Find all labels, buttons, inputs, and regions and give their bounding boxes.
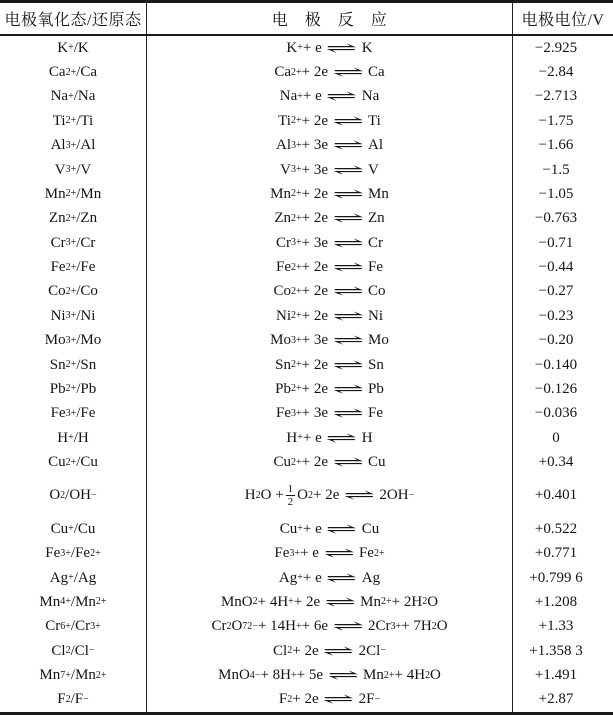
fraction: $\frac{1}{2}$ bbox=[287, 482, 294, 509]
potential-cell: −0.23 bbox=[538, 307, 574, 324]
reaction-cell: F 2 + 2e ⇌ 2F − bbox=[147, 688, 513, 712]
couple-cell: Ca 2+ /Ca bbox=[0, 60, 147, 84]
equilibrium-arrow-icon: ⇌ bbox=[332, 357, 364, 374]
table-row bbox=[0, 60, 613, 84]
table-row bbox=[0, 688, 613, 712]
table-row bbox=[0, 255, 613, 279]
table-rows bbox=[0, 36, 613, 712]
couple-cell: Fe 3+ /Fe 2+ bbox=[0, 542, 147, 566]
equilibrium-arrow-icon: ⇌ bbox=[326, 570, 358, 587]
table-row bbox=[0, 663, 613, 687]
couple-cell: Sn 2+ /Sn bbox=[0, 353, 147, 377]
couple-cell: Cu + /Cu bbox=[0, 517, 147, 541]
potential-cell: +1.491 bbox=[534, 667, 578, 684]
table-row bbox=[0, 231, 613, 255]
reaction-cell: H + + e ⇌ H bbox=[147, 426, 513, 450]
reaction-cell: Cl 2 + 2e ⇌ 2Cl − bbox=[147, 639, 513, 663]
reaction-cell: Pb 2+ + 2e ⇌ Pb bbox=[147, 377, 513, 401]
table-row bbox=[0, 639, 613, 663]
reaction-cell: Ti 2+ + 2e ⇌ Ti bbox=[147, 109, 513, 133]
equilibrium-arrow-icon: ⇌ bbox=[326, 521, 358, 538]
equilibrium-arrow-icon: ⇌ bbox=[332, 284, 364, 301]
reaction-cell: Ni 2+ + 2e ⇌ Ni bbox=[147, 304, 513, 328]
potential-cell: +1.33 bbox=[538, 618, 574, 635]
equilibrium-arrow-icon: ⇌ bbox=[332, 308, 364, 325]
potential-cell: −0.140 bbox=[534, 356, 578, 373]
couple-cell: Cu 2+ /Cu bbox=[0, 450, 147, 474]
equilibrium-arrow-icon: ⇌ bbox=[332, 113, 364, 130]
table-row bbox=[0, 402, 613, 426]
couple-cell: Cl 2 /Cl − bbox=[0, 639, 147, 663]
equilibrium-arrow-icon: ⇌ bbox=[332, 65, 364, 82]
potential-cell: +1.208 bbox=[534, 593, 578, 610]
equilibrium-arrow-icon: ⇌ bbox=[332, 138, 364, 155]
reaction-cell: Sn 2+ + 2e ⇌ Sn bbox=[147, 353, 513, 377]
potential-cell: −1.5 bbox=[542, 161, 570, 178]
couple-cell: Co 2+ /Co bbox=[0, 280, 147, 304]
reaction-cell: Cu 2+ + 2e ⇌ Cu bbox=[147, 450, 513, 474]
reaction-cell: Na + + e ⇌ Na bbox=[147, 85, 513, 109]
potential-cell: −1.05 bbox=[538, 185, 574, 202]
potential-cell: −0.20 bbox=[538, 332, 574, 349]
reaction-cell: Cr 2 O 7 2− + 14H + + 6e ⇌ 2Cr 3+ + 7H 2 O bbox=[147, 615, 513, 639]
reaction-cell: Fe 3+ + 3e ⇌ Fe bbox=[147, 402, 513, 426]
equilibrium-arrow-icon: ⇌ bbox=[343, 488, 376, 505]
couple-cell: Cr 3+ /Cr bbox=[0, 231, 147, 255]
potential-cell: −2.713 bbox=[534, 88, 578, 105]
potential-cell: +0.771 bbox=[534, 545, 578, 562]
couple-cell: Na + /Na bbox=[0, 85, 147, 109]
potential-cell: −2.84 bbox=[538, 64, 574, 81]
table-row bbox=[0, 329, 613, 353]
potential-cell: −1.75 bbox=[538, 112, 574, 129]
table-row bbox=[0, 475, 613, 517]
reaction-cell: Ag + + e ⇌ Ag bbox=[147, 566, 513, 590]
couple-cell: Mo 3+ /Mo bbox=[0, 329, 147, 353]
equilibrium-arrow-icon: ⇌ bbox=[332, 260, 364, 277]
couple-cell: Mn 7+ /Mn 2+ bbox=[0, 663, 147, 687]
table-row bbox=[0, 590, 613, 614]
potential-cell: −0.126 bbox=[534, 380, 578, 397]
reaction-cell: Fe 2+ + 2e ⇌ Fe bbox=[147, 255, 513, 279]
reaction-cell: Co 2+ + 2e ⇌ Co bbox=[147, 280, 513, 304]
potential-cell: −0.27 bbox=[538, 283, 574, 300]
couple-cell: O 2 /OH − bbox=[0, 475, 147, 517]
table-row bbox=[0, 566, 613, 590]
table-header-row bbox=[0, 3, 613, 36]
reaction-cell: Cu + + e ⇌ Cu bbox=[147, 517, 513, 541]
reaction-cell: MnO 2 + 4H + + 2e ⇌ Mn 2+ + 2H 2 O bbox=[147, 590, 513, 614]
reaction-cell: Mo 3+ + 3e ⇌ Mo bbox=[147, 329, 513, 353]
table-row bbox=[0, 158, 613, 182]
equilibrium-arrow-icon: ⇌ bbox=[332, 406, 364, 423]
equilibrium-arrow-icon: ⇌ bbox=[322, 692, 355, 709]
reaction-cell: H 2 O + $\frac{1}{2}$ O 2 + 2e ⇌ 2OH − bbox=[147, 475, 513, 517]
reaction-cell: Ca 2+ + 2e ⇌ Ca bbox=[147, 60, 513, 84]
table-row bbox=[0, 280, 613, 304]
couple-cell: Zn 2+ /Zn bbox=[0, 207, 147, 231]
equilibrium-arrow-icon: ⇌ bbox=[332, 186, 364, 203]
potential-cell: −0.44 bbox=[538, 259, 574, 276]
table-row bbox=[0, 134, 613, 158]
table-row bbox=[0, 450, 613, 474]
table-row bbox=[0, 353, 613, 377]
reaction-cell: Cr 3+ + 3e ⇌ Cr bbox=[147, 231, 513, 255]
couple-cell: F 2 /F − bbox=[0, 688, 147, 712]
potential-cell: +2.87 bbox=[538, 691, 574, 708]
table-row bbox=[0, 36, 613, 60]
reaction-cell: K + + e ⇌ K bbox=[147, 36, 513, 60]
couple-cell: Mn 4+ /Mn 2+ bbox=[0, 590, 147, 614]
couple-cell: Al 3+ /Al bbox=[0, 134, 147, 158]
potential-cell: +0.34 bbox=[538, 454, 574, 471]
couple-cell: H + /H bbox=[0, 426, 147, 450]
potential-cell: +0.799 6 bbox=[529, 569, 583, 586]
equilibrium-arrow-icon: ⇌ bbox=[332, 211, 364, 228]
potential-cell: +0.522 bbox=[534, 520, 578, 537]
couple-cell: Mn 2+ /Mn bbox=[0, 182, 147, 206]
equilibrium-arrow-icon: ⇌ bbox=[327, 668, 359, 685]
equilibrium-arrow-icon: ⇌ bbox=[322, 643, 355, 660]
potential-cell: −0.71 bbox=[538, 234, 574, 251]
reaction-cell: Zn 2+ + 2e ⇌ Zn bbox=[147, 207, 513, 231]
potential-cell: 0 bbox=[552, 429, 560, 446]
couple-cell: Ni 3+ /Ni bbox=[0, 304, 147, 328]
equilibrium-arrow-icon: ⇌ bbox=[332, 333, 364, 350]
couple-cell: Fe 2+ /Fe bbox=[0, 255, 147, 279]
potential-cell: −0.036 bbox=[534, 405, 578, 422]
equilibrium-arrow-icon: ⇌ bbox=[323, 546, 355, 563]
equilibrium-arrow-icon: ⇌ bbox=[326, 89, 358, 106]
table-row bbox=[0, 377, 613, 401]
reaction-cell: MnO 4 − + 8H + + 5e ⇌ Mn 2+ + 4H 2 O bbox=[147, 663, 513, 687]
table-row bbox=[0, 182, 613, 206]
table-row bbox=[0, 517, 613, 541]
equilibrium-arrow-icon: ⇌ bbox=[332, 619, 364, 636]
couple-cell: V 3+ /V bbox=[0, 158, 147, 182]
table-row bbox=[0, 426, 613, 450]
reaction-cell: Al 3+ + 3e ⇌ Al bbox=[147, 134, 513, 158]
table-row bbox=[0, 304, 613, 328]
couple-cell: Ag + /Ag bbox=[0, 566, 147, 590]
equilibrium-arrow-icon: ⇌ bbox=[332, 455, 364, 472]
couple-cell: Pb 2+ /Pb bbox=[0, 377, 147, 401]
equilibrium-arrow-icon: ⇌ bbox=[324, 594, 356, 611]
reaction-cell: Mn 2+ + 2e ⇌ Mn bbox=[147, 182, 513, 206]
equilibrium-arrow-icon: ⇌ bbox=[332, 381, 364, 398]
potential-cell: +0.401 bbox=[534, 487, 578, 504]
couple-cell: Fe 3+ /Fe bbox=[0, 402, 147, 426]
potential-cell: −0.763 bbox=[534, 210, 578, 227]
table-row bbox=[0, 542, 613, 566]
table-row bbox=[0, 615, 613, 639]
equilibrium-arrow-icon: ⇌ bbox=[332, 162, 364, 179]
table-row bbox=[0, 109, 613, 133]
reaction-cell: Fe 3+ + e ⇌ Fe 2+ bbox=[147, 542, 513, 566]
table-row bbox=[0, 207, 613, 231]
reaction-cell: V 3+ + 3e ⇌ V bbox=[147, 158, 513, 182]
header-couple: 电极氧化态/还原态 bbox=[0, 3, 147, 34]
equilibrium-arrow-icon: ⇌ bbox=[326, 430, 358, 447]
table-row bbox=[0, 85, 613, 109]
header-reaction: 电 极 反 应 bbox=[147, 3, 513, 34]
potential-cell: −2.925 bbox=[534, 39, 578, 56]
equilibrium-arrow-icon: ⇌ bbox=[332, 235, 364, 252]
couple-cell: K + /K bbox=[0, 36, 147, 60]
couple-cell: Cr 6+ /Cr 3+ bbox=[0, 615, 147, 639]
potential-cell: +1.358 3 bbox=[529, 642, 583, 659]
couple-cell: Ti 2+ /Ti bbox=[0, 109, 147, 133]
equilibrium-arrow-icon: ⇌ bbox=[326, 40, 358, 57]
header-potential: 电极电位/V bbox=[521, 12, 605, 29]
potential-cell: −1.66 bbox=[538, 137, 574, 154]
